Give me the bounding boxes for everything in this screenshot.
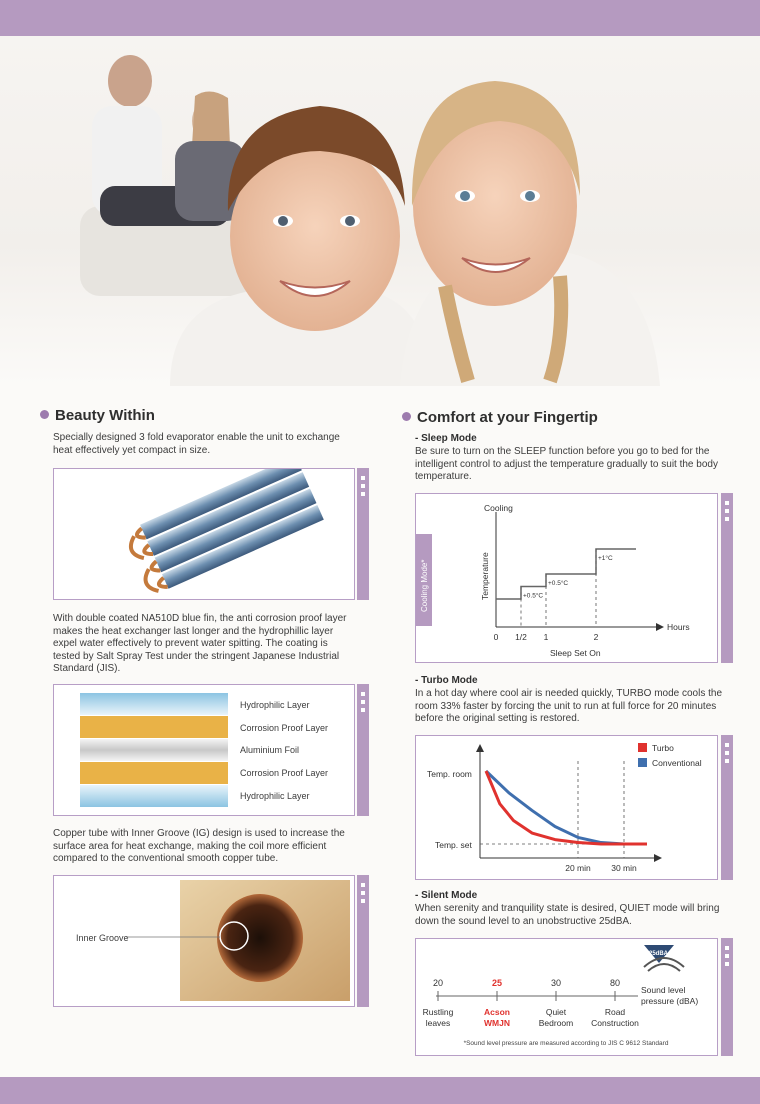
layer-label: Aluminium Foil: [240, 745, 300, 755]
decorative-tab: [357, 684, 369, 816]
corrosion-layer-bar: [80, 716, 228, 738]
copper-tube-text: Copper tube with Inner Groove (IG) design is used to increase the surface area for heat exchange, making the coil more efficient compared to the conventional smooth copper tube.: [53, 828, 345, 865]
sleep-step-line: [496, 549, 636, 599]
legend-swatch-conventional: [638, 758, 647, 767]
copper-tube-image-box: [53, 875, 355, 1007]
turbo-chart-svg: [416, 736, 716, 878]
decorative-tab: [357, 468, 369, 600]
corrosion-layer-bar: [80, 762, 228, 784]
sound-source-label: Quiet Bedroom: [538, 1007, 574, 1028]
evaporator-coil-illustration: [54, 469, 353, 598]
decorative-tab: [721, 938, 733, 1056]
decorative-tab: [721, 493, 733, 663]
bottom-color-band: [0, 1077, 760, 1104]
hydrophilic-layer-bar: [80, 785, 228, 807]
comfort-heading: Comfort at your Fingertip: [402, 409, 598, 426]
sound-unit-label: Sound level pressure (dBA): [641, 985, 699, 1006]
fin-layers-diagram: [53, 684, 355, 816]
sleep-x-tick: 2: [593, 632, 599, 642]
sleep-x-tick: 0: [493, 632, 499, 642]
silent-mode-scale: [415, 938, 718, 1056]
aluminium-foil-bar: [80, 739, 228, 761]
turbo-x-tick: 30 min: [611, 863, 637, 873]
sleep-mode-title: - Sleep Mode: [415, 433, 477, 444]
turbo-mode-title: - Turbo Mode: [415, 675, 478, 686]
turbo-y-label-room: Temp. room: [427, 769, 472, 779]
sleep-chart-top-label: Cooling: [484, 503, 513, 513]
inner-groove-label: Inner Groove: [76, 933, 129, 943]
hydrophilic-layer-bar: [80, 693, 228, 715]
fin-coating-text: With double coated NA510D blue fin, the anti corrosion proof layer makes the heat exchanger last longer and the hydrophillic layer expel water effectively to prevent water spitting. The coating is tested by Salt Spray Test under the stringent Japanese Industrial Standard (JIS).: [53, 613, 347, 675]
layer-label: Hydrophilic Layer: [240, 791, 310, 801]
legend-label-conventional: Conventional: [652, 758, 702, 768]
beauty-within-heading: Beauty Within: [40, 407, 155, 424]
decorative-tab: [357, 875, 369, 1007]
sleep-x-tick: 1: [543, 632, 549, 642]
turbo-x-tick: 20 min: [565, 863, 591, 873]
turbo-mode-text: In a hot day where cool air is needed quickly, TURBO mode cools the room 33% faster by forcing the unit to run at full force for 20 minutes before the original setting is restored.: [415, 688, 723, 725]
silent-mode-text: When serenity and tranquility state is desired, QUIET mode will bring down the sound level to an unobstructive 25dBA.: [415, 903, 720, 927]
sleep-x-axis-arrow: [656, 623, 664, 631]
turbo-y-axis-arrow: [476, 744, 484, 752]
turbo-series-conventional: [486, 771, 647, 844]
legend-label-turbo: Turbo: [652, 743, 674, 753]
sound-footnote: *Sound level pressure are measured according to JIS C 9612 Standard: [463, 1040, 669, 1047]
hero-photo-children: [0, 36, 760, 386]
sound-source-label: Rustling leaves: [422, 1007, 454, 1028]
sleep-chart-x-caption: Sleep Set On: [550, 648, 601, 658]
badge-25dba-icon: [644, 945, 684, 971]
sound-value: 20: [432, 978, 444, 988]
sound-value: 25: [491, 978, 503, 988]
silent-mode-title: - Silent Mode: [415, 890, 478, 901]
turbo-y-label-set: Temp. set: [435, 840, 472, 850]
sleep-step-label: +0.5°C: [548, 580, 569, 587]
sleep-x-tick: 1/2: [515, 632, 527, 642]
layer-label: Corrosion Proof Layer: [240, 723, 329, 733]
sleep-step-label: +1°C: [598, 555, 613, 562]
layer-label: Corrosion Proof Layer: [240, 768, 329, 778]
sound-source-label: Road Construction: [591, 1007, 639, 1028]
evaporator-image-box: [53, 468, 355, 600]
legend-swatch-turbo: [638, 743, 647, 752]
sleep-step-label: +0.5°C: [523, 592, 544, 600]
top-color-band: [0, 0, 760, 36]
turbo-mode-chart: [415, 735, 718, 880]
sound-value: 80: [609, 978, 621, 988]
sleep-chart-xlabel: Hours: [667, 622, 690, 632]
sleep-mode-chart: [415, 493, 718, 663]
sleep-chart-ylabel: Temperature: [480, 552, 490, 600]
badge-25dba-text: 25dBA: [649, 951, 669, 957]
sleep-chart-svg: [416, 494, 716, 661]
sleep-mode-text: Be sure to turn on the SLEEP function before you go to bed for the intelligent control to adjust the temperature gradually to suit the body temperature.: [415, 446, 718, 483]
sound-value: 30: [550, 978, 562, 988]
layer-label: Hydrophilic Layer: [240, 700, 310, 710]
turbo-x-axis-arrow: [654, 854, 662, 862]
copper-tube-illustration: [54, 876, 353, 1005]
cooling-mode-side-label: Cooling Mode*: [420, 559, 429, 612]
silent-scale-svg: [416, 939, 716, 1054]
decorative-tab: [721, 735, 733, 880]
beauty-intro-text: Specially designed 3 fold evaporator enable the unit to exchange heat effectively yet compact in size.: [53, 432, 340, 456]
sound-source-label: Acson WMJN: [484, 1007, 510, 1028]
